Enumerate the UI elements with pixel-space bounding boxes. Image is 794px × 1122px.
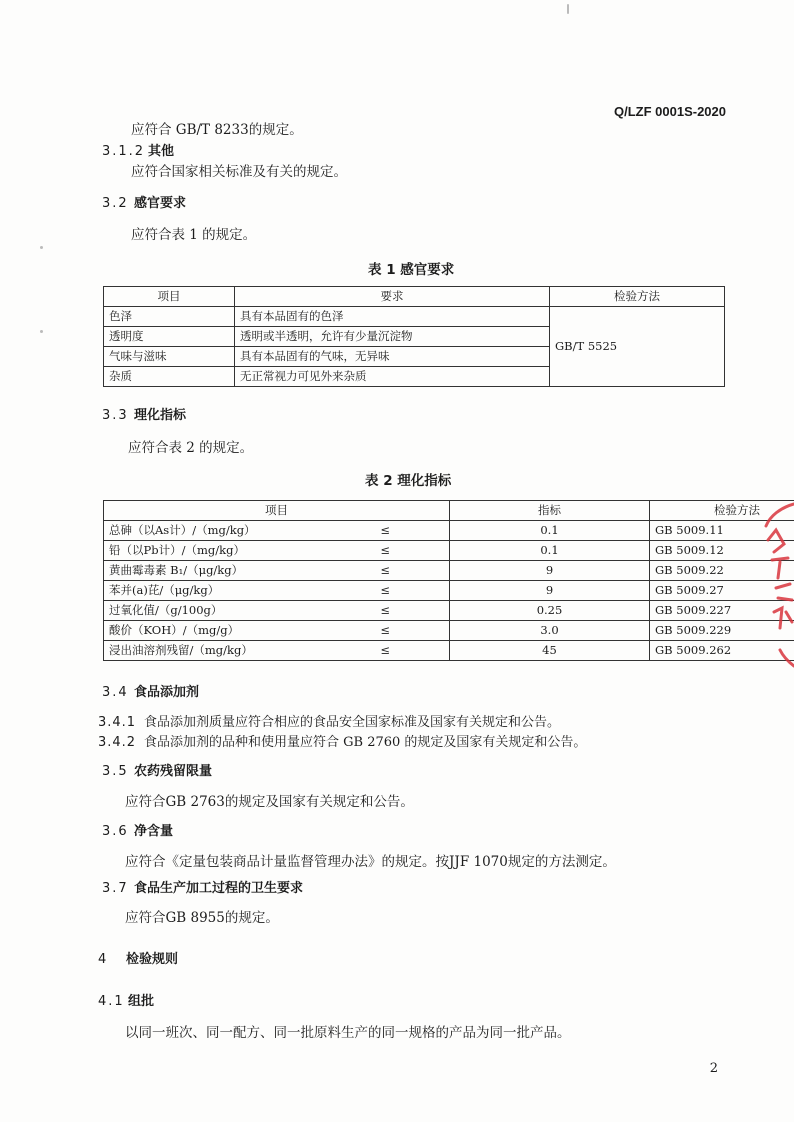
- heading-title: 食品添加剂: [134, 685, 200, 700]
- table2-physicochemical: [103, 500, 794, 661]
- heading-3-6: [102, 820, 173, 839]
- table-cell: ≤: [322, 641, 450, 661]
- heading-number: 3.6: [102, 824, 129, 839]
- table-row: [104, 621, 794, 641]
- table-cell: GB 5009.11: [650, 521, 794, 541]
- table-cell: 过氧化值/（g/100g）: [104, 601, 322, 621]
- table-header-row: [104, 501, 794, 521]
- table-cell: GB 5009.262: [650, 641, 794, 661]
- heading-title: 感官要求: [134, 196, 187, 211]
- table-cell: ≤: [322, 521, 450, 541]
- page-number: 2: [709, 1061, 718, 1076]
- table-cell: 3.0: [450, 621, 650, 641]
- paragraph-3-1-2: 应符合国家相关标准及有关的规定。: [131, 164, 347, 180]
- table-cell: 浸出油溶剂残留/（mg/kg）: [104, 641, 322, 661]
- paragraph-3-7: 应符合GB 8955的规定。: [125, 910, 279, 926]
- table-cell: ≤: [322, 581, 450, 601]
- heading-number: 3.2: [102, 196, 129, 211]
- scan-speck: [40, 246, 43, 249]
- table1-sensory: [103, 286, 725, 387]
- table-cell: 透明或半透明，允许有少量沉淀物: [235, 327, 550, 347]
- table-cell: ≤: [322, 621, 450, 641]
- table-cell: 具有本品固有的气味，无异味: [235, 347, 550, 367]
- table-cell: GB 5009.227: [650, 601, 794, 621]
- heading-title: 检验规则: [126, 952, 179, 967]
- paragraph-prev: 应符合 GB/T 8233的规定。: [131, 122, 303, 138]
- table-row: [104, 521, 794, 541]
- heading-number: 3.1.2: [102, 144, 146, 159]
- heading-3-5: [102, 760, 212, 779]
- heading-3-2: [102, 192, 186, 211]
- standard-code: Q/LZF 0001S-2020: [614, 104, 726, 119]
- table-cell: GB 5009.229: [650, 621, 794, 641]
- heading-3-7: [102, 877, 303, 896]
- heading-number: 3.3: [102, 408, 129, 423]
- heading-number: 3.5: [102, 764, 129, 779]
- heading-3-4: [102, 681, 199, 700]
- paragraph-3-3: 应符合表 2 的规定。: [128, 440, 254, 456]
- heading-number: 3.7: [102, 881, 129, 896]
- subitem-number: 3.4.1: [98, 715, 137, 730]
- table-cell: 9: [450, 561, 650, 581]
- heading-3-1-2: [102, 140, 174, 159]
- table1-caption: 表 1 感官要求: [368, 262, 455, 278]
- heading-title: 理化指标: [134, 408, 187, 423]
- table-cell: 9: [450, 581, 650, 601]
- subitem-text: 食品添加剂的品种和使用量应符合 GB 2760 的规定及国家有关规定和公告。: [144, 735, 587, 750]
- table-cell: ≤: [322, 561, 450, 581]
- table2-caption: 表 2 理化指标: [365, 473, 452, 489]
- table-row: [104, 307, 725, 327]
- table-cell: 杂质: [104, 367, 235, 387]
- table-cell: 0.1: [450, 521, 650, 541]
- heading-title: 净含量: [134, 824, 174, 839]
- table-cell: 无正常视力可见外来杂质: [235, 367, 550, 387]
- table-cell: 0.1: [450, 541, 650, 561]
- table-cell: 45: [450, 641, 650, 661]
- heading-title: 农药残留限量: [134, 764, 213, 779]
- subitem-number: 3.4.2: [98, 735, 137, 750]
- table-cell: 具有本品固有的色泽: [235, 307, 550, 327]
- table-cell: GB 5009.22: [650, 561, 794, 581]
- table-header-cell: 指标: [450, 501, 650, 521]
- table-row: [104, 541, 794, 561]
- heading-4-1: [98, 990, 154, 1009]
- table-cell: 黄曲霉毒素 B₁/（μg/kg）: [104, 561, 322, 581]
- table-header-cell: 检验方法: [550, 287, 725, 307]
- red-seal-stamp: [754, 500, 794, 670]
- paragraph-3-6: 应符合《定量包装商品计量监督管理办法》的规定。按JJF 1070规定的方法测定。: [125, 854, 616, 870]
- scan-speck: [40, 330, 43, 333]
- table-cell: 总砷（以As计）/（mg/kg）: [104, 521, 322, 541]
- table-header-row: [104, 287, 725, 307]
- paragraph-4-1: 以同一班次、同一配方、同一批原料生产的同一规格的产品为同一批产品。: [125, 1025, 571, 1041]
- table-cell: GB 5009.27: [650, 581, 794, 601]
- table-row: [104, 581, 794, 601]
- table-cell: 气味与滋味: [104, 347, 235, 367]
- table-cell: 色泽: [104, 307, 235, 327]
- table-cell: 透明度: [104, 327, 235, 347]
- heading-3-3: [102, 404, 186, 423]
- table-header-cell: 项目: [104, 287, 235, 307]
- table-row: [104, 561, 794, 581]
- heading-4: [98, 948, 178, 967]
- table-cell: ≤: [322, 601, 450, 621]
- heading-number: 3.4: [102, 685, 129, 700]
- subitem-3-4-2: [98, 731, 586, 750]
- table-cell: 苯并(a)芘/（μg/kg）: [104, 581, 322, 601]
- heading-title: 组批: [128, 994, 155, 1009]
- table-row: [104, 641, 794, 661]
- table-row: [104, 601, 794, 621]
- table-cell: 0.25: [450, 601, 650, 621]
- table-header-cell: 检验方法: [650, 501, 794, 521]
- scan-speck: [567, 4, 569, 14]
- subitem-text: 食品添加剂质量应符合相应的食品安全国家标准及国家有关规定和公告。: [144, 715, 561, 730]
- table-cell: GB 5009.12: [650, 541, 794, 561]
- paragraph-3-2: 应符合表 1 的规定。: [131, 227, 257, 243]
- table-cell: 酸价（KOH）/（mg/g）: [104, 621, 322, 641]
- table-header-cell: 项目: [104, 501, 450, 521]
- heading-title: 食品生产加工过程的卫生要求: [134, 881, 304, 896]
- paragraph-3-5: 应符合GB 2763的规定及国家有关规定和公告。: [125, 794, 414, 810]
- table-header-cell: 要求: [235, 287, 550, 307]
- table-cell: ≤: [322, 541, 450, 561]
- table-cell: 铅（以Pb计）/（mg/kg）: [104, 541, 322, 561]
- heading-number: 4.1: [98, 994, 125, 1009]
- heading-number: 4: [98, 952, 109, 967]
- heading-title: 其他: [148, 144, 175, 159]
- table-cell-method: GB/T 5525: [550, 307, 725, 387]
- subitem-3-4-1: [98, 711, 560, 730]
